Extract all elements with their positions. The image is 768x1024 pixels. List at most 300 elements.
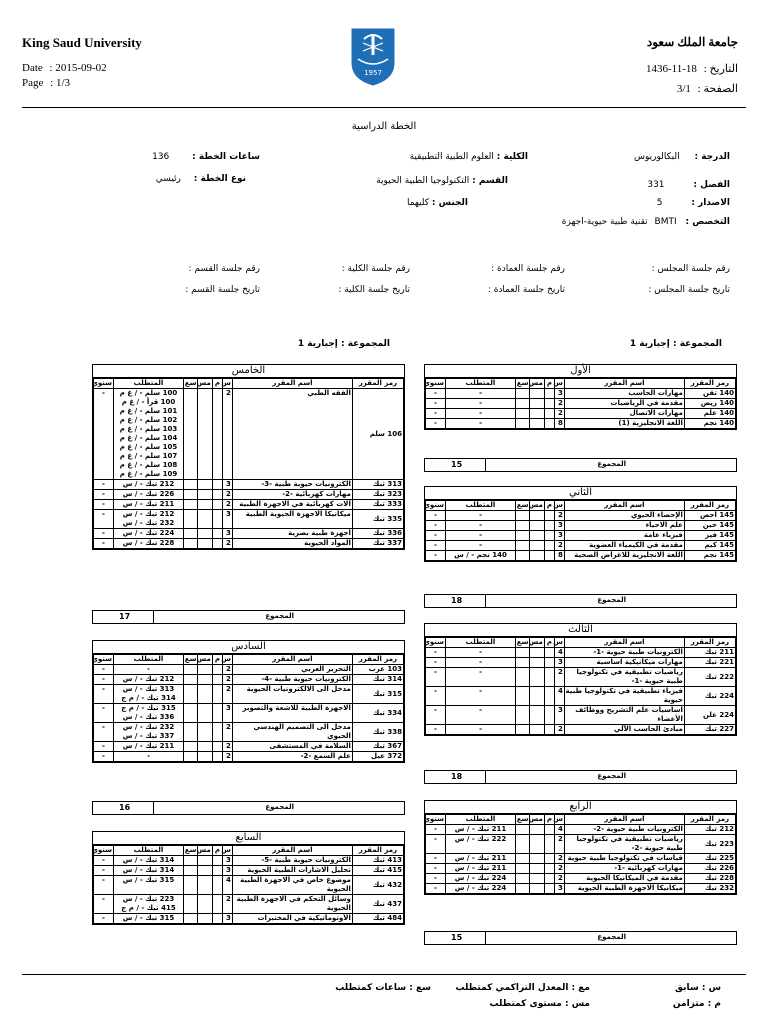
course-name-line: الاجهزة الطبية للاشعة والتصوير — [242, 704, 351, 712]
col-sa-cell — [516, 389, 530, 399]
course-code: 145 حين — [684, 521, 735, 531]
total-label: المجموع — [265, 803, 294, 811]
semester-1-total — [424, 458, 737, 472]
col-ms-cell — [198, 876, 212, 895]
col-yearly: سنوي — [423, 501, 445, 509]
semester-title: الرابع — [425, 801, 736, 814]
credit-hours: 2 — [222, 539, 232, 549]
table-row — [426, 511, 736, 521]
yearly-flag: - — [94, 490, 114, 500]
credit-hours: 2 — [554, 864, 564, 874]
col-m-cell — [544, 389, 554, 399]
col-m-cell — [544, 551, 554, 561]
yearly-flag: - — [94, 704, 114, 723]
col-ms-cell — [530, 706, 544, 725]
col-m-cell — [544, 874, 554, 884]
course-code: 372 عيل — [352, 752, 403, 762]
col-ms-cell — [530, 551, 544, 561]
col-sa-cell — [516, 706, 530, 725]
table-row — [426, 551, 736, 561]
total-separator — [485, 595, 486, 607]
col-m-cell — [544, 658, 554, 668]
col-ms-cell — [530, 531, 544, 541]
semester-title: السابع — [93, 832, 404, 845]
course-code: 140 ريض — [684, 399, 735, 409]
credit-hours: 2 — [554, 399, 564, 409]
col-sa-cell — [184, 752, 198, 762]
course-name-line: الأوتوماتيكية في المختبرات — [257, 914, 351, 922]
council-session-no: رقم جلسة المجلس : — [651, 264, 730, 274]
yearly-flag: - — [426, 706, 446, 725]
prerequisite: 212 تبك - / س — [114, 675, 184, 685]
col-ms-cell — [198, 500, 212, 510]
yearly-flag: - — [94, 480, 114, 490]
yearly-flag: - — [94, 914, 114, 924]
course-code: 432 تبك — [352, 876, 403, 895]
total-separator — [485, 459, 486, 471]
col-m: م — [544, 638, 554, 648]
prerequisite: - — [446, 648, 516, 658]
credit-hours: 2 — [222, 389, 232, 480]
legend-sa: سع : ساعات كمتطلب — [335, 983, 431, 993]
course-name-line: علم السمع -2- — [300, 752, 351, 760]
table-row — [94, 723, 404, 742]
course-name — [232, 752, 352, 762]
course-name-line: فيزياء تطبيقية في تكنولوجيا طبية — [565, 687, 683, 695]
table-row — [426, 706, 736, 725]
col-ms-cell — [530, 725, 544, 735]
semester-4 — [424, 800, 737, 895]
col-sa: سع — [184, 655, 197, 663]
group-label-right: المجموعة : إجبارية 1 — [629, 339, 722, 349]
dept-session-no: رقم جلسة القسم : — [188, 264, 260, 274]
courses-table — [425, 814, 736, 894]
col-m-cell — [544, 541, 554, 551]
col-m-cell — [544, 648, 554, 658]
total-separator — [485, 771, 486, 783]
col-ms-cell — [198, 529, 212, 539]
yearly-flag: - — [426, 825, 446, 835]
course-code: 145 نجم — [684, 551, 735, 561]
yearly-flag: - — [94, 675, 114, 685]
prerequisite: - — [446, 409, 516, 419]
prerequisite: 211 تبك - / س — [446, 854, 516, 864]
col-m-cell — [544, 419, 554, 429]
yearly-flag: - — [426, 541, 446, 551]
col-ms-cell — [530, 541, 544, 551]
col-code: رمز المقرر — [352, 379, 403, 389]
col-sa-cell — [184, 675, 198, 685]
course-code: 140 نجم — [684, 419, 735, 429]
credit-hours: 4 — [554, 687, 564, 706]
prerequisite: 315 تبك - / س — [114, 914, 184, 924]
course-name — [232, 856, 352, 866]
course-name — [564, 835, 684, 854]
col-s: س — [553, 501, 563, 509]
credit-hours: 3 — [222, 704, 232, 723]
course-name-line: الحيوية — [326, 904, 351, 912]
credit-hours: 2 — [222, 665, 232, 675]
yearly-flag: - — [94, 856, 114, 866]
col-ms-cell — [530, 854, 544, 864]
course-name-line: الكترونيات طبية حيوية -2- — [593, 825, 683, 833]
course-code: 222 تبك — [684, 668, 735, 687]
table-row — [426, 399, 736, 409]
col-m: م — [544, 815, 554, 825]
prerequisite-item: 107 سلم - / غ م — [119, 452, 178, 460]
course-name-line: مبادئ الحاسب الآلي — [613, 725, 683, 733]
col-m-cell — [212, 529, 222, 539]
credit-hours: 3 — [222, 914, 232, 924]
page-label-ar: الصفحة : — [697, 83, 738, 95]
col-m-cell — [544, 668, 554, 687]
yearly-flag: - — [426, 884, 446, 894]
course-name-line: اساسيات علم التشريح ووظائف — [575, 706, 683, 714]
col-m-cell — [544, 687, 554, 706]
col-code: رمز المقرر — [684, 815, 735, 825]
credit-hours: 2 — [222, 742, 232, 752]
col-name: اسم المقرر — [564, 379, 684, 389]
col-ms: مس — [528, 501, 543, 509]
col-ms-cell — [198, 866, 212, 876]
course-code: 437 تبك — [352, 895, 403, 914]
semester-4-total — [424, 931, 737, 945]
course-name-line: اجهزة طبية بصرية — [288, 529, 351, 537]
col-prereq: المتطلب — [446, 638, 516, 648]
major-field: التخصص : BMTI تقنية طبية حيوية-اجهزة — [561, 217, 730, 227]
col-sa-cell — [184, 704, 198, 723]
total-value: 15 — [451, 460, 463, 469]
credit-hours: 2 — [222, 752, 232, 762]
legend-s: س : سابق — [674, 983, 721, 993]
prerequisite: 211 تبك - / س — [446, 825, 516, 835]
prerequisite: - — [446, 687, 516, 706]
yearly-flag: - — [426, 511, 446, 521]
course-name-line: وسائل التحكم في الاجهزة الطبية — [236, 895, 351, 903]
plan-hours-field: ساعات الخطة : 136 — [152, 152, 260, 162]
table-row — [94, 866, 404, 876]
col-m-cell — [212, 665, 222, 675]
prerequisite: 314 تبك - / س — [114, 856, 184, 866]
col-m-cell — [212, 876, 222, 895]
semester-6 — [92, 640, 405, 763]
col-ms-cell — [530, 687, 544, 706]
col-m-cell — [212, 723, 222, 742]
credit-hours: 3 — [554, 531, 564, 541]
table-row — [426, 531, 736, 541]
term-field: الفصل : 331 — [647, 180, 730, 190]
legend-ma: مع : المعدل التراكمي كمتطلب — [455, 983, 590, 993]
course-name-line: الحيوية — [326, 885, 351, 893]
course-code: 211 تبك — [684, 648, 735, 658]
yearly-flag: - — [94, 529, 114, 539]
course-code: 140 علم — [684, 409, 735, 419]
course-name-line: الكترونيات حيوية طبية -5- — [261, 856, 351, 864]
course-code: 335 تبك — [352, 510, 403, 529]
course-name-line: مهارات الحاسب — [628, 389, 683, 397]
table-row — [94, 675, 404, 685]
course-name-line: فيزياء عامة — [643, 531, 683, 539]
prerequisite: 315 تبك - / س — [114, 876, 184, 895]
prerequisite: - — [446, 511, 516, 521]
course-name-line: التحرير العربي — [301, 665, 351, 673]
col-ms-cell — [198, 480, 212, 490]
col-code: رمز المقرر — [684, 638, 735, 648]
course-name-line: الكترونيات حيوية طبية -4- — [261, 675, 351, 683]
col-ms: مس — [528, 379, 543, 387]
col-m-cell — [212, 685, 222, 704]
table-row — [426, 825, 736, 835]
yearly-flag: - — [94, 752, 114, 762]
college-session-no: رقم جلسة الكلية : — [341, 264, 410, 274]
yearly-flag: - — [94, 389, 114, 480]
prerequisite: - — [446, 706, 516, 725]
course-name-line: تحليل الاشارات الطبية الحيوية — [247, 866, 351, 874]
prerequisite-item: 223 تبك - / س — [122, 895, 175, 903]
page-line-ar — [677, 82, 738, 95]
credit-hours: 3 — [222, 856, 232, 866]
col-ms: مس — [528, 638, 543, 646]
col-sa-cell — [516, 551, 530, 561]
col-ms-cell — [530, 864, 544, 874]
col-sa-cell — [184, 480, 198, 490]
prerequisite-item: 313 تبك - / س — [122, 685, 175, 693]
course-name — [564, 419, 684, 429]
col-m-cell — [544, 409, 554, 419]
course-name — [232, 510, 352, 529]
table-row — [426, 419, 736, 429]
course-code: 367 تبك — [352, 742, 403, 752]
col-sa-cell — [184, 742, 198, 752]
col-ms-cell — [198, 914, 212, 924]
prerequisite: - — [114, 665, 184, 675]
prerequisite: 224 تبك - / س — [446, 884, 516, 894]
course-name-line: السلامة في المستشفى — [269, 742, 351, 750]
col-s: س — [553, 379, 563, 387]
semester-5-total — [92, 610, 405, 624]
prerequisite — [114, 723, 184, 742]
courses-table — [425, 500, 736, 561]
credit-hours: 3 — [222, 529, 232, 539]
col-ms: مس — [196, 846, 211, 854]
col-m-cell — [212, 480, 222, 490]
col-ms-cell — [530, 409, 544, 419]
prerequisite-item: 100 قرأ - / غ م — [121, 398, 176, 406]
col-sa-cell — [184, 723, 198, 742]
course-code: 103 عرب — [352, 665, 403, 675]
course-name — [564, 854, 684, 864]
table-row — [94, 510, 404, 529]
table-row — [94, 539, 404, 549]
col-sa-cell — [184, 914, 198, 924]
credit-hours: 8 — [554, 551, 564, 561]
university-logo — [348, 25, 398, 87]
course-name — [564, 531, 684, 541]
course-name-line: مدخل الى التصميم الهندسي — [253, 723, 351, 731]
col-sa-cell — [516, 884, 530, 894]
course-code: 224 علن — [684, 706, 735, 725]
version-field: الاصدار : 5 — [656, 198, 730, 208]
col-yearly: سنوي — [423, 815, 445, 823]
course-name — [232, 490, 352, 500]
col-s: س — [553, 815, 563, 823]
col-sa: سع — [516, 501, 529, 509]
prerequisite: - — [446, 725, 516, 735]
col-ms-cell — [530, 419, 544, 429]
col-code: رمز المقرر — [684, 501, 735, 511]
course-name — [564, 389, 684, 399]
table-header-row — [94, 655, 404, 665]
course-code: 227 تبك — [684, 725, 735, 735]
course-code: 224 تبك — [684, 687, 735, 706]
col-name: اسم المقرر — [564, 815, 684, 825]
table-row — [94, 742, 404, 752]
course-name-line: الكترونيات حيوية طبية -3- — [261, 480, 351, 488]
credit-hours: 3 — [554, 706, 564, 725]
course-name — [232, 723, 352, 742]
semester-6-total — [92, 801, 405, 815]
yearly-flag: - — [426, 648, 446, 658]
col-sa-cell — [184, 685, 198, 704]
prerequisite-item: 212 تبك - / س — [122, 510, 175, 518]
col-sa-cell — [516, 835, 530, 854]
table-row — [94, 876, 404, 895]
table-header-row — [426, 815, 736, 825]
university-name-en: King Saud University — [22, 35, 142, 50]
col-sa-cell — [516, 531, 530, 541]
course-name-line: علم الاحياء — [645, 521, 683, 529]
prerequisite-item: 314 تبك - / م ج — [121, 694, 176, 702]
college-session-date: تاريخ جلسة الكلية : — [338, 285, 410, 295]
credit-hours: 4 — [222, 876, 232, 895]
col-sa: سع — [184, 379, 197, 387]
yearly-flag: - — [426, 521, 446, 531]
course-code: 226 تبك — [684, 864, 735, 874]
prerequisite — [114, 389, 184, 480]
yearly-flag: - — [94, 742, 114, 752]
courses-table — [425, 637, 736, 735]
prerequisite: 224 تبك - / س — [114, 529, 184, 539]
col-ms-cell — [198, 752, 212, 762]
page-line-en — [22, 77, 70, 89]
prerequisite-item: 102 سلم - / غ م — [119, 416, 178, 424]
credit-hours: 3 — [554, 389, 564, 399]
course-name — [232, 876, 352, 895]
prerequisite: 212 تبك - / س — [114, 480, 184, 490]
credit-hours: 2 — [554, 668, 564, 687]
yearly-flag: - — [94, 723, 114, 742]
prerequisite: - — [446, 419, 516, 429]
course-name-line: طبية حيوية -1- — [631, 677, 683, 685]
col-m-cell — [212, 752, 222, 762]
col-sa-cell — [516, 668, 530, 687]
course-name-line: مهارات كهربائية -2- — [282, 490, 351, 498]
course-name-line: اللغة الانجليزية (1) — [618, 419, 683, 427]
course-code: 145 كيم — [684, 541, 735, 551]
yearly-flag: - — [426, 551, 446, 561]
course-name — [564, 658, 684, 668]
course-code: 140 تقن — [684, 389, 735, 399]
col-m-cell — [212, 895, 222, 914]
col-sa-cell — [184, 500, 198, 510]
total-value: 15 — [451, 933, 463, 942]
credit-hours: 3 — [554, 884, 564, 894]
col-m-cell — [544, 531, 554, 541]
prerequisite: - — [446, 658, 516, 668]
course-name — [564, 725, 684, 735]
col-sa-cell — [184, 490, 198, 500]
course-name — [232, 895, 352, 914]
table-header-row — [426, 501, 736, 511]
col-m-cell — [544, 884, 554, 894]
table-row — [426, 668, 736, 687]
course-code: 313 تبك — [352, 480, 403, 490]
header-divider — [22, 107, 746, 108]
table-row — [94, 914, 404, 924]
yearly-flag: - — [426, 835, 446, 854]
total-label: المجموع — [597, 772, 626, 780]
prerequisite: 140 نجم - / س — [446, 551, 516, 561]
col-sa-cell — [516, 864, 530, 874]
yearly-flag: - — [426, 874, 446, 884]
col-sa-cell — [516, 874, 530, 884]
col-sa-cell — [516, 854, 530, 864]
council-session-date: تاريخ جلسة المجلس : — [648, 285, 730, 295]
course-name — [232, 665, 352, 675]
total-value: 18 — [451, 596, 463, 605]
total-label: المجموع — [265, 612, 294, 620]
yearly-flag: - — [426, 864, 446, 874]
col-sa: سع — [516, 379, 529, 387]
course-code: 145 احص — [684, 511, 735, 521]
col-ms-cell — [530, 835, 544, 854]
col-prereq: المتطلب — [114, 846, 184, 856]
footer-divider — [22, 974, 746, 975]
course-code: 415 تبك — [352, 866, 403, 876]
course-name-line: الحيوي — [327, 732, 351, 740]
credit-hours: 3 — [554, 521, 564, 531]
credit-hours: 2 — [222, 895, 232, 914]
total-value: 17 — [119, 612, 131, 621]
semester-7 — [92, 831, 405, 925]
course-code: 212 تبك — [684, 825, 735, 835]
course-name — [232, 704, 352, 723]
col-ms-cell — [198, 510, 212, 529]
yearly-flag: - — [426, 658, 446, 668]
course-name-line: مقدمة في الميكانيكا الحيوية — [586, 874, 683, 882]
col-ms-cell — [198, 704, 212, 723]
credit-hours: 4 — [554, 648, 564, 658]
date-label-en: Date — [22, 62, 43, 74]
course-name-line: حيوية — [663, 696, 683, 704]
course-name-line: مدخل الى الالكترونيات الحيوية — [246, 685, 351, 693]
table-header-row — [426, 379, 736, 389]
course-code: 106 سلم — [352, 389, 403, 480]
table-row — [94, 529, 404, 539]
col-sa-cell — [184, 389, 198, 480]
course-code: 225 تبك — [684, 854, 735, 864]
col-code: رمز المقرر — [684, 379, 735, 389]
col-sa: سع — [516, 815, 529, 823]
course-name — [564, 687, 684, 706]
course-name — [564, 648, 684, 658]
table-row — [426, 389, 736, 399]
course-name — [232, 866, 352, 876]
table-header-row — [426, 638, 736, 648]
course-name-line: مهارات كهربائية -1- — [614, 864, 683, 872]
col-yearly: سنوي — [423, 379, 445, 387]
col-ms-cell — [530, 521, 544, 531]
